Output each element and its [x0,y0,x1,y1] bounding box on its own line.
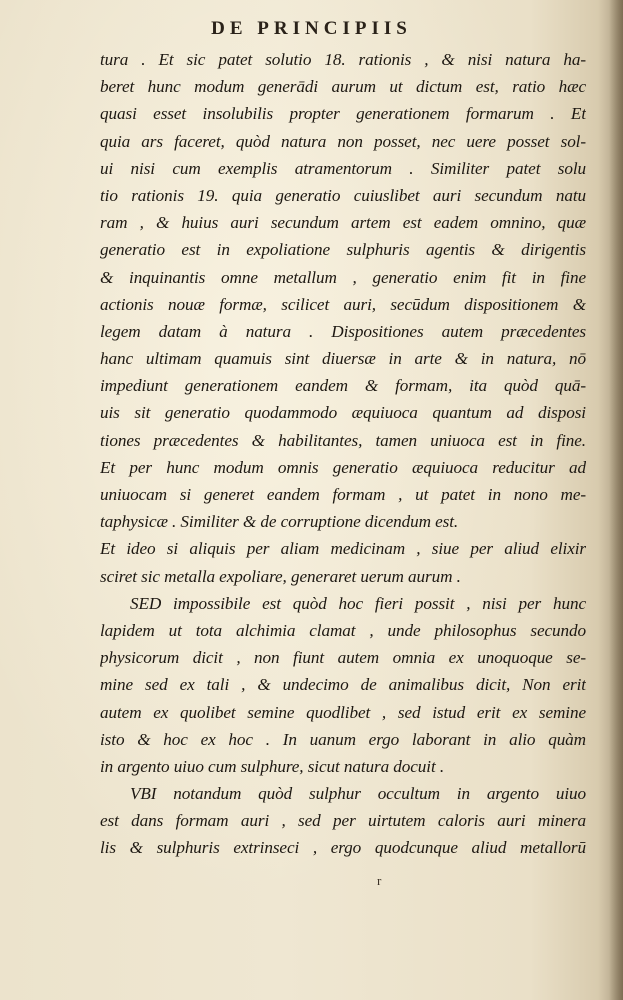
signature-mark: r [377,873,382,888]
text-line: lapidem ut tota alchimia clamat , unde philosophus secundo [100,620,586,640]
text-line: hanc ultimam quamuis sint diuersæ in arte & in natura, nō [100,349,586,369]
text-line: ui nisi cum exemplis atramentorum . Similiter patet solu [100,158,586,178]
text-line: est dans formam auri , sed per uirtutem caloris auri minera [100,811,586,831]
text-line: taphysicæ . Similiter & de corruptione dicendum est. [100,512,459,532]
text-line: SED impossibile est quòd hoc fieri possit , nisi per hunc [130,593,586,613]
text-line: sciret sic metalla expoliare, generaret uerum aurum . [100,566,461,586]
text-line: physicorum dicit , non fiunt autem omnia ex unoquoque se- [100,648,586,668]
body-text [100,46,586,862]
text-line: actionis nouæ formæ, scilicet auri, secūdum dispositionem & [100,294,586,314]
text-line: uis sit generatio quodammodo æquiuoca quantum ad disposi [100,403,586,423]
text-line: tura . Et sic patet solutio 18. rationis , & nisi natura ha- [100,50,586,69]
text-line: quia ars faceret, quòd natura non posset, nec uere posset sol- [100,131,586,151]
text-line: lis & sulphuris extrinseci , ergo quodcunque aliud metallorū [100,838,586,858]
text-line: tio rationis 19. quia generatio cuiuslibet auri secundum natu [100,185,586,205]
text-line: Et ideo si aliquis per aliam medicinam , siue per aliud elixir [100,539,586,559]
text-line: impediunt generationem eandem & formam, ita quòd quā- [100,376,586,396]
text-line: tiones præcedentes & habilitantes, tamen uniuoca est in fine. [100,430,586,450]
text-line: & inquinantis omne metallum , generatio enim fit in fine [100,267,586,287]
text-line: uniuocam si generet eandem formam , ut patet in nono me- [100,485,586,504]
text-line: isto & hoc ex hoc . In uanum ergo laborant in alio quàm [100,729,586,749]
text-line: quasi esset insolubilis propter generationem formarum . Et [100,104,586,124]
text-line: legem datam à natura . Dispositiones autem præcedentes [100,321,586,341]
text-line: generatio est in expoliatione sulphuris agentis & dirigentis [100,240,586,260]
running-head: DE PRINCIPIIS [211,18,412,39]
text-line: ram , & huius auri secundum artem est eadem omnino, quæ [100,213,586,233]
text-line: VBI notandum quòd sulphur occultum in argento uiuo [130,784,586,804]
text-line: mine sed ex tali , & undecimo de animalibus dicit, Non erit [100,675,586,695]
text-line: Et per hunc modum omnis generatio æquiuoca reducitur ad [100,457,586,477]
text-line: autem ex quolibet semine quodlibet , sed istud erit ex semine [100,702,586,722]
text-line: in argento uiuo cum sulphure, sicut natura docuit . [100,756,445,776]
text-line: beret hunc modum generādi aurum ut dictum est, ratio hæc [100,77,586,97]
